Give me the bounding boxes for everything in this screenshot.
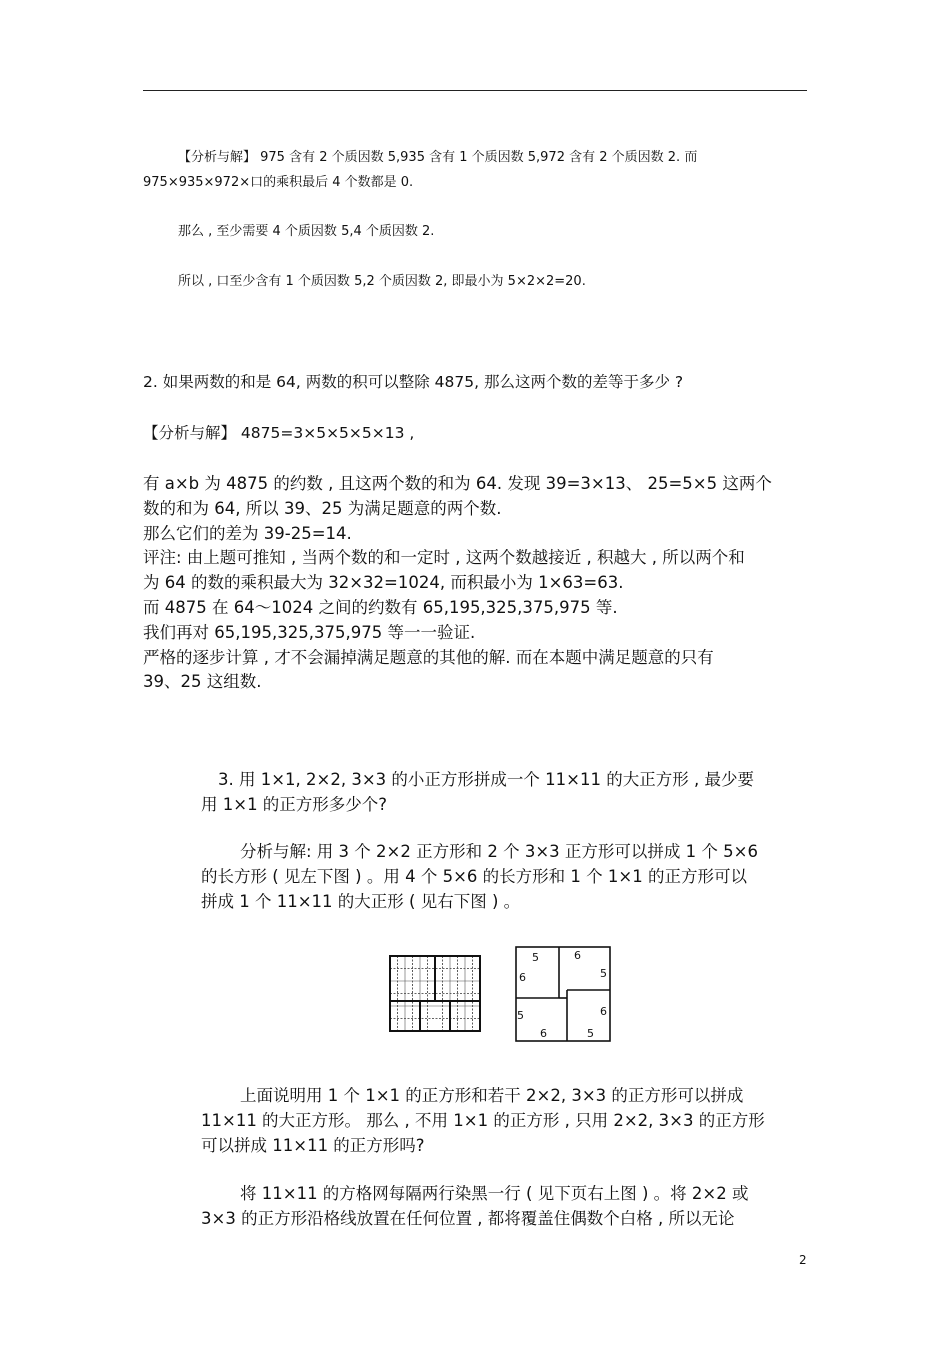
problem-2-line: 评注: 由上题可推知 , 当两个数的和一定时 , 这两个数越接近 , 积越大 , 所以两个和 xyxy=(143,548,745,567)
page-number: 2 xyxy=(799,1253,807,1267)
problem-3-question: 用 1×1 的正方形多少个? xyxy=(201,795,388,814)
figure-label: 6 xyxy=(519,971,526,984)
figure-label: 5 xyxy=(587,1027,594,1040)
figure-right-11x11-square xyxy=(516,947,610,1041)
figure-label: 5 xyxy=(532,951,539,964)
analysis-text-line: 【分析与解】 975 含有 2 个质因数 5,935 含有 1 个质因数 5,972 含有 2 个质因数 2. 而 xyxy=(178,150,698,165)
figure-label: 6 xyxy=(600,1005,607,1018)
analysis-text-line: 975×935×972×口的乘积最后 4 个数都是 0. xyxy=(143,175,414,190)
problem-3-question: 3. 用 1×1, 2×2, 3×3 的小正方形拼成一个 11×11 的大正方形 , 最少要 xyxy=(218,770,754,789)
problem-3-analysis: 的长方形 ( 见左下图 ) 。用 4 个 5×6 的长方形和 1 个 1×1 的正方形可以 xyxy=(201,867,747,886)
problem-2-line: 39、25 这组数. xyxy=(143,672,262,691)
problem-2-question: 2. 如果两数的和是 64, 两数的积可以整除 4875, 那么这两个数的差等于多少 ? xyxy=(143,373,684,391)
problem-2-line: 有 a×b 为 4875 的约数 , 且这两个数的和为 64. 发现 39=3×13、 25=5×5 这两个 xyxy=(143,474,772,493)
problem-2-line: 数的和为 64, 所以 39、25 为满足题意的两个数. xyxy=(143,499,502,518)
problem-3-analysis: 分析与解: 用 3 个 2×2 正方形和 2 个 3×3 正方形可以拼成 1 个 5×6 xyxy=(240,842,758,861)
problem-3-text: 上面说明用 1 个 1×1 的正方形和若干 2×2, 3×3 的正方形可以拼成 xyxy=(240,1086,744,1105)
problem-3-text: 3×3 的正方形沿格线放置在任何位置 , 都将覆盖住偶数个白格 , 所以无论 xyxy=(201,1209,735,1228)
problem-3-analysis: 拼成 1 个 11×11 的大正形 ( 见右下图 ) 。 xyxy=(201,892,521,911)
header-rule xyxy=(143,90,807,91)
problem-2-line: 而 4875 在 64～1024 之间的约数有 65,195,325,375,975 等. xyxy=(143,598,618,617)
problem-3-text: 将 11×11 的方格网每隔两行染黑一行 ( 见下页右上图 ) 。将 2×2 或 xyxy=(240,1184,749,1203)
problem-3-text: 11×11 的大正方形。 那么 , 不用 1×1 的正方形 , 只用 2×2, 3×3 的正方形 xyxy=(201,1111,765,1130)
problem-2-line: 严格的逐步计算 , 才不会漏掉满足题意的其他的解. 而在本题中满足题意的只有 xyxy=(143,648,714,667)
problem-3-text: 可以拼成 11×11 的正方形吗? xyxy=(201,1136,425,1155)
problem-2-line: 我们再对 65,195,325,375,975 等一一验证. xyxy=(143,623,476,642)
figure-label: 6 xyxy=(540,1027,547,1040)
figure-label: 6 xyxy=(574,949,581,962)
analysis-text-line: 那么 , 至少需要 4 个质因数 5,4 个质因数 2. xyxy=(178,224,435,239)
figure-label: 5 xyxy=(600,967,607,980)
problem-2-line: 那么它们的差为 39-25=14. xyxy=(143,524,352,543)
figure-left-5x6-grid xyxy=(390,956,480,1031)
problem-2-line: 为 64 的数的乘积最大为 32×32=1024, 而积最小为 1×63=63. xyxy=(143,573,624,592)
analysis-text-line: 所以 , 口至少含有 1 个质因数 5,2 个质因数 2, 即最小为 5×2×2=20. xyxy=(178,274,586,289)
figure-label: 5 xyxy=(517,1009,524,1022)
problem-2-analysis-head: 【分析与解】 4875=3×5×5×5×13 , xyxy=(143,424,415,442)
